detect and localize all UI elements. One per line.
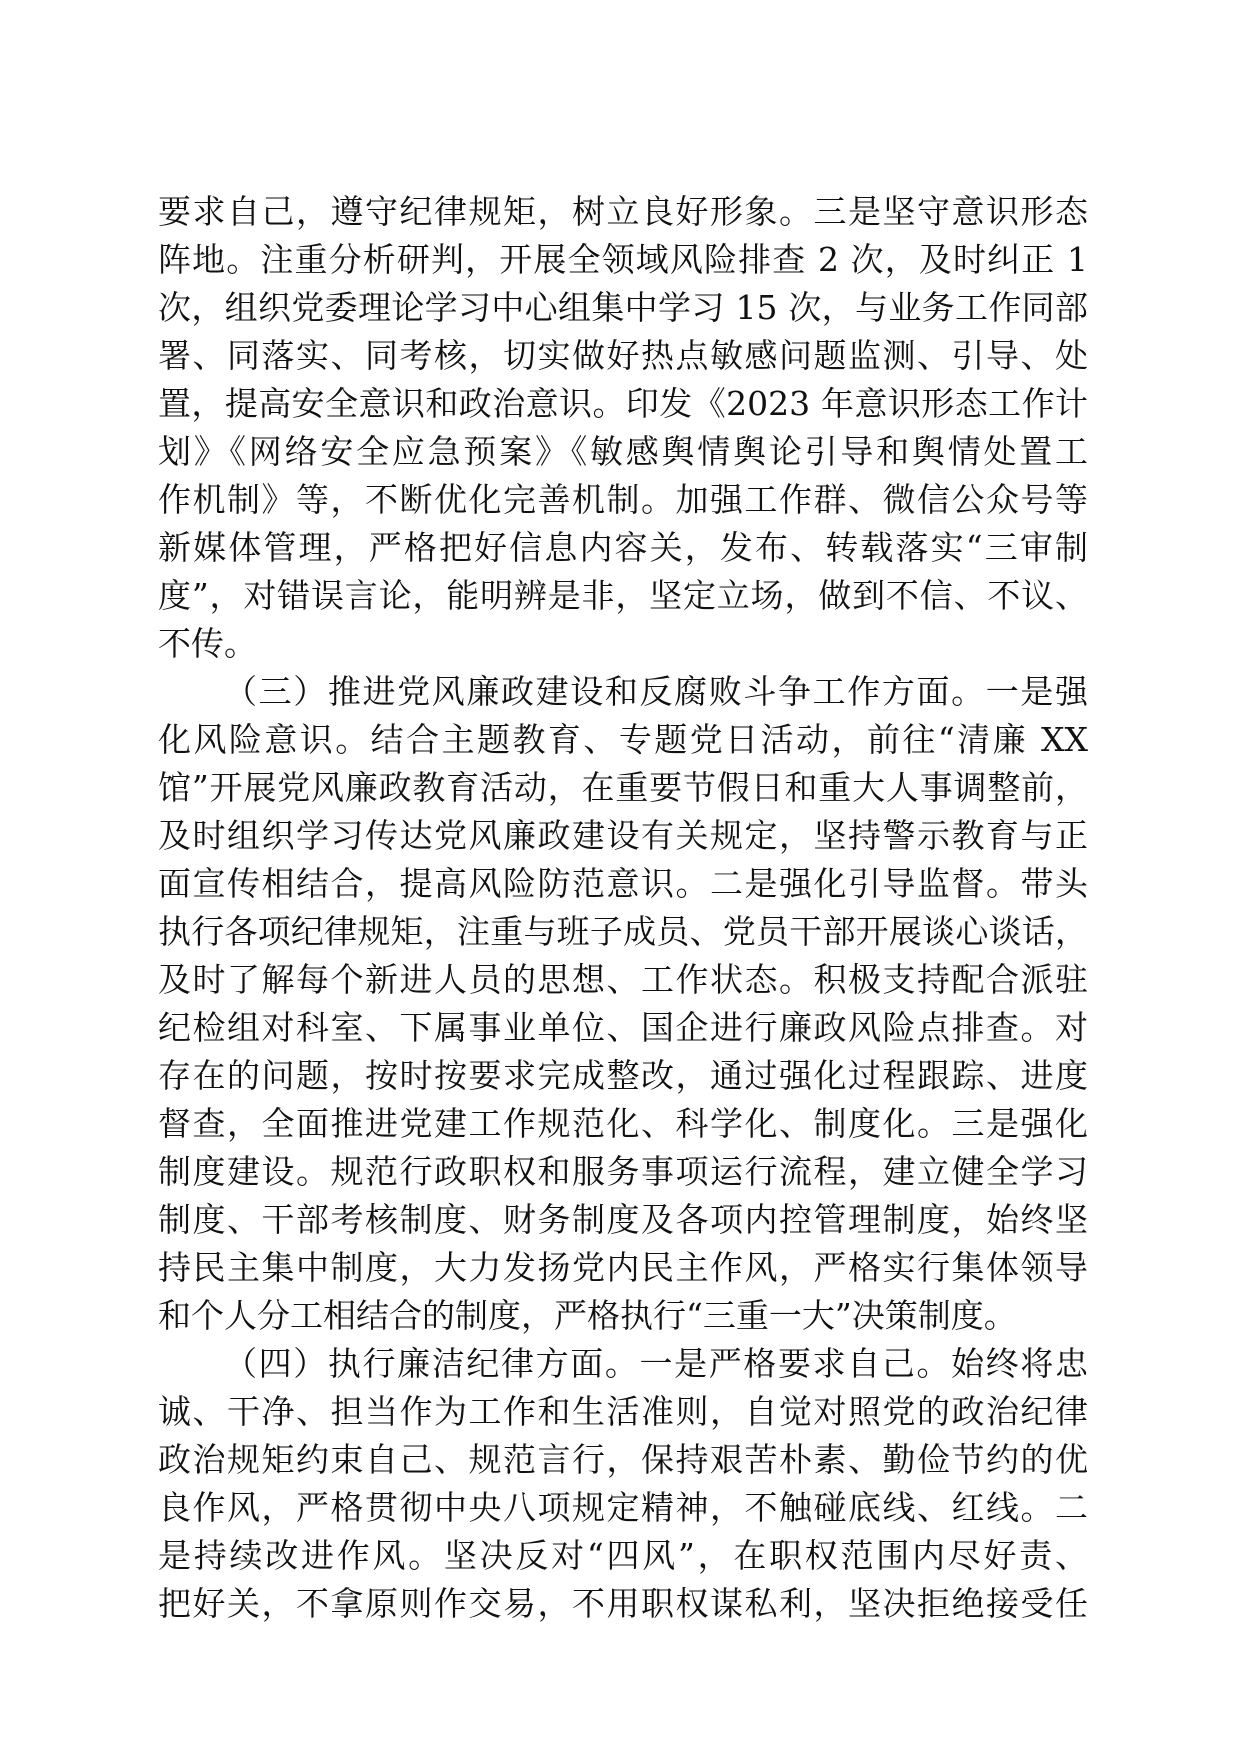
document-body bbox=[158, 188, 1088, 1628]
text-line: 良作风，严格贯彻中央八项规定精神，不触碰底线、红线。二 bbox=[158, 1488, 1088, 1527]
section-heading-line: （三）推进党风廉政建设和反腐败斗争工作方面。一是强 bbox=[224, 672, 1088, 711]
text-line: 把好关，不拿原则作交易，不用职权谋私利，坚决拒绝接受任 bbox=[158, 1584, 1088, 1623]
text-line: 存在的问题，按时按要求完成整改，通过强化过程跟踪、进度 bbox=[158, 1056, 1088, 1095]
text-line: 次，组织党委理论学习中心组集中学习 15 次，与业务工作同部 bbox=[158, 288, 1088, 327]
text-line: 及时了解每个新进人员的思想、工作状态。积极支持配合派驻 bbox=[158, 960, 1088, 999]
text-line: 面宣传相结合，提高风险防范意识。二是强化引导监督。带头 bbox=[158, 864, 1088, 903]
text-line: 督查，全面推进党建工作规范化、科学化、制度化。三是强化 bbox=[158, 1104, 1088, 1143]
text-line: 是持续改进作风。坚决反对“四风”，在职权范围内尽好责、 bbox=[158, 1536, 1088, 1575]
text-line: 不传。 bbox=[158, 624, 257, 663]
text-line: 作机制》等，不断优化完善机制。加强工作群、微信公众号等 bbox=[158, 480, 1088, 519]
text-line: 持民主集中制度，大力发扬党内民主作风，严格实行集体领导 bbox=[158, 1248, 1088, 1287]
text-line: 划》《网络安全应急预案》《敏感舆情舆论引导和舆情处置工 bbox=[158, 432, 1088, 471]
text-line: 阵地。注重分析研判，开展全领域风险排查 2 次，及时纠正 1 bbox=[158, 240, 1088, 279]
text-line: 制度建设。规范行政职权和服务事项运行流程，建立健全学习 bbox=[158, 1152, 1088, 1191]
text-line: 政治规矩约束自己、规范言行，保持艰苦朴素、勤俭节约的优 bbox=[158, 1440, 1088, 1479]
text-line: 和个人分工相结合的制度，严格执行“三重一大”决策制度。 bbox=[158, 1296, 1017, 1335]
text-line: 署、同落实、同考核，切实做好热点敏感问题监测、引导、处 bbox=[158, 336, 1088, 375]
text-line: 馆”开展党风廉政教育活动，在重要节假日和重大人事调整前， bbox=[158, 768, 1088, 807]
text-line: 要求自己，遵守纪律规矩，树立良好形象。三是坚守意识形态 bbox=[158, 192, 1088, 231]
text-line: 化风险意识。结合主题教育、专题党日活动，前往“清廉 XX bbox=[158, 720, 1088, 759]
text-line: 纪检组对科室、下属事业单位、国企进行廉政风险点排查。对 bbox=[158, 1008, 1088, 1047]
text-line: 制度、干部考核制度、财务制度及各项内控管理制度，始终坚 bbox=[158, 1200, 1088, 1239]
text-line: 执行各项纪律规矩，注重与班子成员、党员干部开展谈心谈话， bbox=[158, 912, 1088, 951]
text-line: 置，提高安全意识和政治意识。印发《2023 年意识形态工作计 bbox=[158, 384, 1088, 423]
section-heading-line: （四）执行廉洁纪律方面。一是严格要求自己。始终将忠 bbox=[224, 1344, 1088, 1383]
text-line: 诚、干净、担当作为工作和生活准则，自觉对照党的政治纪律 bbox=[158, 1392, 1088, 1431]
text-line: 新媒体管理，严格把好信息内容关，发布、转载落实“三审制 bbox=[158, 528, 1088, 567]
text-line: 度”，对错误言论，能明辨是非，坚定立场，做到不信、不议、 bbox=[158, 576, 1088, 615]
text-line: 及时组织学习传达党风廉政建设有关规定，坚持警示教育与正 bbox=[158, 816, 1088, 855]
